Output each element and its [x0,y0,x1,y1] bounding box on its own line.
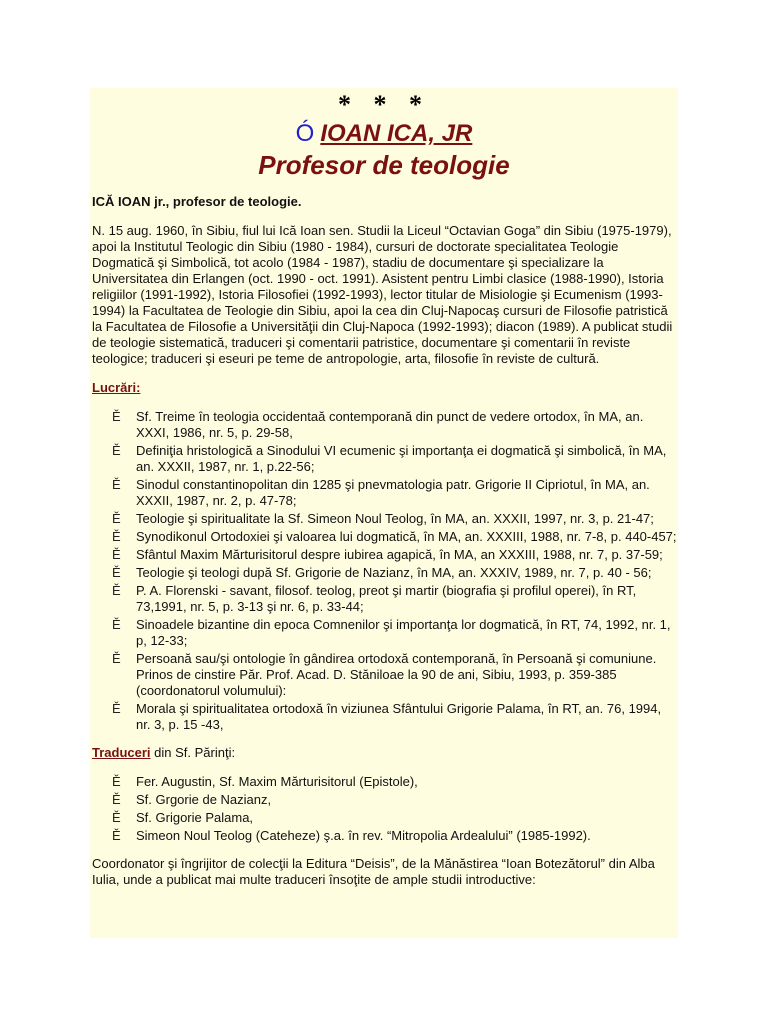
list-bullet-icon: Ě [112,547,121,562]
list-bullet-icon: Ě [112,477,121,492]
work-item-text: Persoană sau/şi ontologie în gândirea ortodoxă contemporană, în Persoană şi comuniune. Prinos de cinstire Păr. Prof. Acad. D. Stăniloae la 90 de ani, Sibiu, 1993, p. 359-385 (coordonatorul volumului): [136,651,657,698]
translations-title-accent: Traduceri [92,745,151,760]
decorative-stars: * * * [338,90,430,119]
translation-item-text: Sf. Grigorie Palama, [136,810,254,825]
list-bullet-icon: Ě [112,511,121,526]
work-item-text: Sf. Treime în teologia occidentaă contemporană din punct de vedere ortodox, în MA, an. XXXI, 1986, nr. 5, p. 29-58, [136,409,644,440]
work-item [92,409,678,441]
list-bullet-icon: Ě [112,774,121,789]
profession-subtitle: Profesor de teologie [258,150,510,180]
work-item [92,701,678,733]
article-body [92,194,678,888]
works-section-title: Lucrări: [92,380,141,395]
list-bullet-icon: Ě [112,565,121,580]
work-item [92,529,678,545]
translation-item [92,774,678,790]
translation-item [92,810,678,826]
list-bullet-icon: Ě [112,792,121,807]
work-item-text: Sfântul Maxim Mărturisitorul despre iubirea agapică, în MA, an XXXIII, 1988, nr. 7, p. 37-59; [136,547,663,562]
work-item [92,547,678,563]
work-item-text: Teologie şi teologi după Sf. Grigorie de Nazianz, în MA, an. XXXIV, 1989, nr. 7, p. 40 - 56; [136,565,652,580]
person-name-link[interactable]: IOAN ICA, JR [320,120,473,147]
translation-item [92,828,678,844]
list-bullet-icon: Ě [112,443,121,458]
work-item [92,511,678,527]
work-item-text: Synodikonul Ortodoxiei şi valoarea lui dogmatică, în MA, an. XXXIII, 1988, nr. 7-8, p. 440-457; [136,529,677,544]
translations-list [92,774,678,844]
bio-paragraph: N. 15 aug. 1960, în Sibiu, fiul lui Ică Ioan sen. Studii la Liceul “Octavian Goga” din Sibiu (1975-1979), apoi la Institutul Teologic din Sibiu (1980 - 1984), cursuri de doctorate specialitatea Teologie Dogmatică şi Simbolică, tot acolo (1984 - 1987), stadiu de documentare şi specializare la Universitatea din Erlangen (oct. 1990 - oct. 1991). Asistent pentru Limbi clasice (1988-1990), Istoria religiilor (1991-1992), Istoria Filosofiei (1992-1993), lector titular de Misiologie şi Ecumenism (1993-1994) la Facultatea de Teologie din Sibiu, apoi la cea din Cluj-Napocaş cursuri de Filosofie patristică la Facultatea de Filosofie a Universităţii din Cluj-Napoca (1992-1993); diacon (1989). A publicat studii de teologie sistematică, traduceri şi comentarii patristice, documentare şi comentarii în reviste teologice; traduceri şi eseuri pe teme de antropologie, arta, filosofie în reviste de cultură. [92,223,673,366]
translation-item-text: Sf. Grgorie de Nazianz, [136,792,272,807]
work-item-text: P. A. Florenski - savant, filosof. teolog, preot şi martir (biografia şi profilul operei), în RT, 73,1991, nr. 5, p. 3-13 şi nr. 6, p. 33-44; [136,583,637,614]
work-item-text: Teologie şi spiritualitate la Sf. Simeon Noul Teolog, în MA, an. XXXII, 1997, nr. 3, p. 21-47; [136,511,654,526]
list-bullet-icon: Ě [112,409,121,424]
work-item-text: Sinoadele bizantine din epoca Comnenilor şi importanţa lor dogmatică, în RT, 74, 1992, nr. 1, p, 12-33; [136,617,671,648]
document-page [90,88,678,938]
translations-title-rest: din Sf. Părinţi: [150,745,236,760]
list-bullet-icon: Ě [112,651,121,666]
decorative-glyph-icon: Ó [295,120,315,147]
work-item-text: Definiţia hristologică a Sinodului VI ecumenic şi importanţa ei dogmatică şi simbolică, în MA, an. XXXII, 1987, nr. 1, p.22-56; [136,443,667,474]
bio-headline: ICĂ IOAN jr., profesor de teologie. [92,194,302,209]
list-bullet-icon: Ě [112,810,121,825]
work-item [92,443,678,475]
list-bullet-icon: Ě [112,529,121,544]
translations-section-title [92,745,678,761]
works-list [92,409,678,733]
work-item [92,617,678,649]
translation-item [92,792,678,808]
work-item-text: Morala şi spiritualitatea ortodoxă în viziunea Sfântului Grigorie Palama, în RT, an. 76, 1994, nr. 3, p. 15 -43, [136,701,662,732]
list-bullet-icon: Ě [112,583,121,598]
work-item [92,583,678,615]
list-bullet-icon: Ě [112,617,121,632]
footer-paragraph: Coordonator şi îngrijitor de colecţii la Editura “Deisis”, de la Mănăstirea “Ioan Botezătorul” din Alba Iulia, unde a publicat mai multe traduceri însoţite de ample studii introductive: [92,856,655,887]
work-item [92,477,678,509]
list-bullet-icon: Ě [112,828,121,843]
work-item [92,651,678,699]
work-item [92,565,678,581]
list-bullet-icon: Ě [112,701,121,716]
translation-item-text: Simeon Noul Teolog (Cateheze) ş.a. în rev. “Mitropolia Ardealului” (1985-1992). [136,828,591,843]
person-name-heading [90,120,678,148]
work-item-text: Sinodul constantinopolitan din 1285 şi pnevmatologia patr. Grigorie II Cipriotul, în MA, an. XXXII, 1987, nr. 2, p. 47-78; [136,477,650,508]
translation-item-text: Fer. Augustin, Sf. Maxim Mărturisitorul (Epistole), [136,774,418,789]
